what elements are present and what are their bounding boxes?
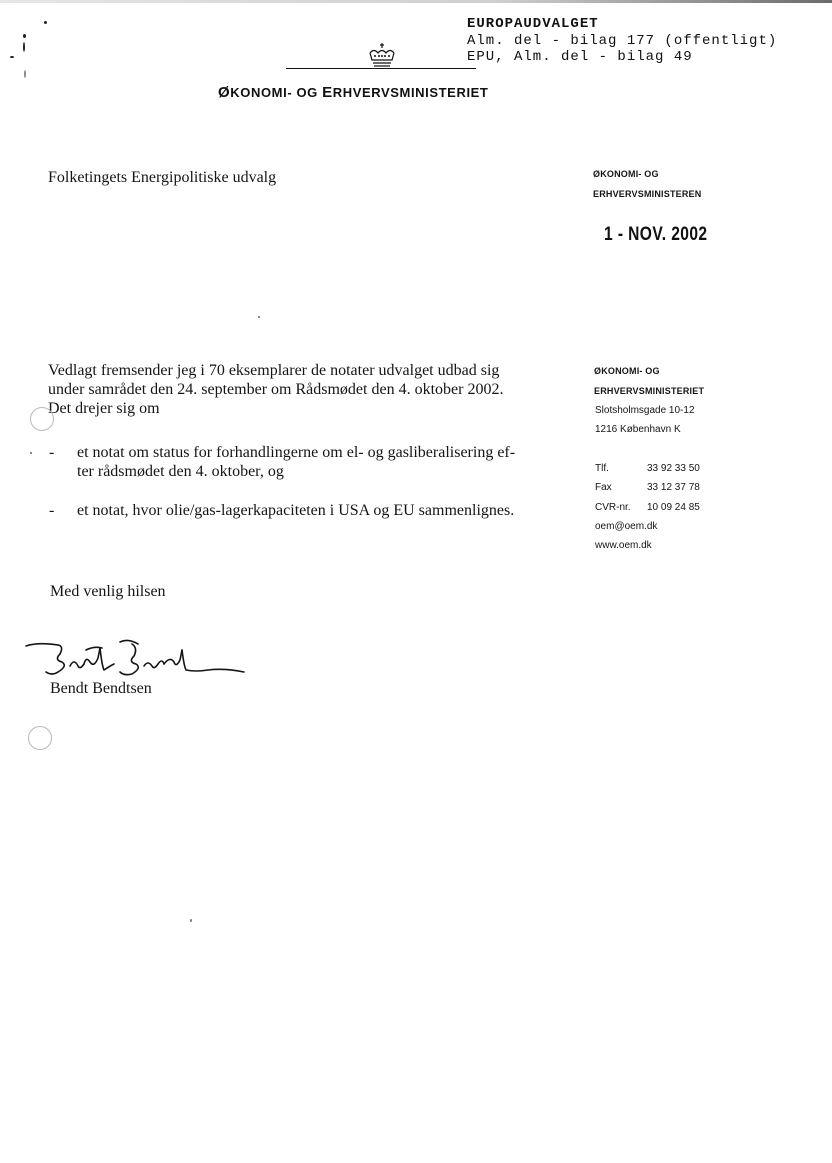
- bullet-dash: -: [49, 502, 55, 519]
- bullet-item-2: et notat, hvor olie/gas-lagerkapaciteten i USA og EU sammenlignes.: [77, 502, 515, 519]
- address-ministry: ØKONOMI- OG ERHVERVSMINISTERIET: [594, 366, 705, 396]
- stamp-committee: EUROPAUDVALGET: [467, 16, 599, 32]
- scan-speck: [258, 316, 260, 318]
- scan-speck: [44, 21, 47, 24]
- recipient: Folketingets Energipolitiske udvalg: [48, 169, 277, 186]
- fax-number: 33 12 37 78: [647, 482, 700, 493]
- scan-speck: [30, 452, 32, 454]
- scan-speck: [24, 70, 26, 78]
- stamp-line-1: Alm. del - bilag 177 (offentligt): [467, 33, 778, 49]
- stamp-line-2: EPU, Alm. del - bilag 49: [467, 49, 693, 65]
- phone-number: 33 92 33 50: [647, 463, 700, 474]
- signer-name: Bendt Bendtsen: [50, 680, 152, 697]
- body-paragraph: Vedlagt fremsender jeg i 70 eksemplarer de notater udvalget udbad sig under samrådet den 24. september om Rådsmødet den 4. oktober 2002. Det drejer sig om: [48, 362, 504, 417]
- bullet-item-1: et notat om status for forhandlingerne om el- og gasliberalisering ef- ter rådsmødet den 4. oktober, og: [77, 444, 516, 480]
- email-address: oem@oem.dk: [595, 521, 658, 532]
- cvr-number: 10 09 24 85: [647, 502, 700, 513]
- cvr-label: CVR-nr.: [595, 502, 631, 513]
- fax-label: Fax: [595, 482, 612, 493]
- closing: Med venlig hilsen: [50, 583, 166, 600]
- handwritten-signature: [24, 636, 248, 684]
- hole-punch: [28, 726, 52, 750]
- phone-label: Tlf.: [595, 463, 609, 474]
- scan-speck: [190, 919, 192, 922]
- address-street: Slotsholmsgade 10-12: [595, 405, 695, 416]
- scan-top-edge: [0, 0, 832, 3]
- hole-punch: [30, 407, 54, 431]
- scan-speck: [23, 42, 25, 52]
- header-rule: [286, 68, 476, 69]
- scan-speck: [10, 56, 14, 58]
- scan-speck: [23, 34, 26, 38]
- ministry-header: ØKONOMI- OG ERHVERVSMINISTERIET: [218, 84, 489, 101]
- royal-crown-emblem: [366, 42, 398, 70]
- sender-block: ØKONOMI- OG ERHVERVSMINISTEREN: [593, 169, 702, 199]
- bullet-dash: -: [49, 444, 55, 461]
- website: www.oem.dk: [595, 540, 652, 551]
- date-stamp: 1 - NOV. 2002: [604, 224, 708, 245]
- address-city: 1216 København K: [595, 424, 681, 435]
